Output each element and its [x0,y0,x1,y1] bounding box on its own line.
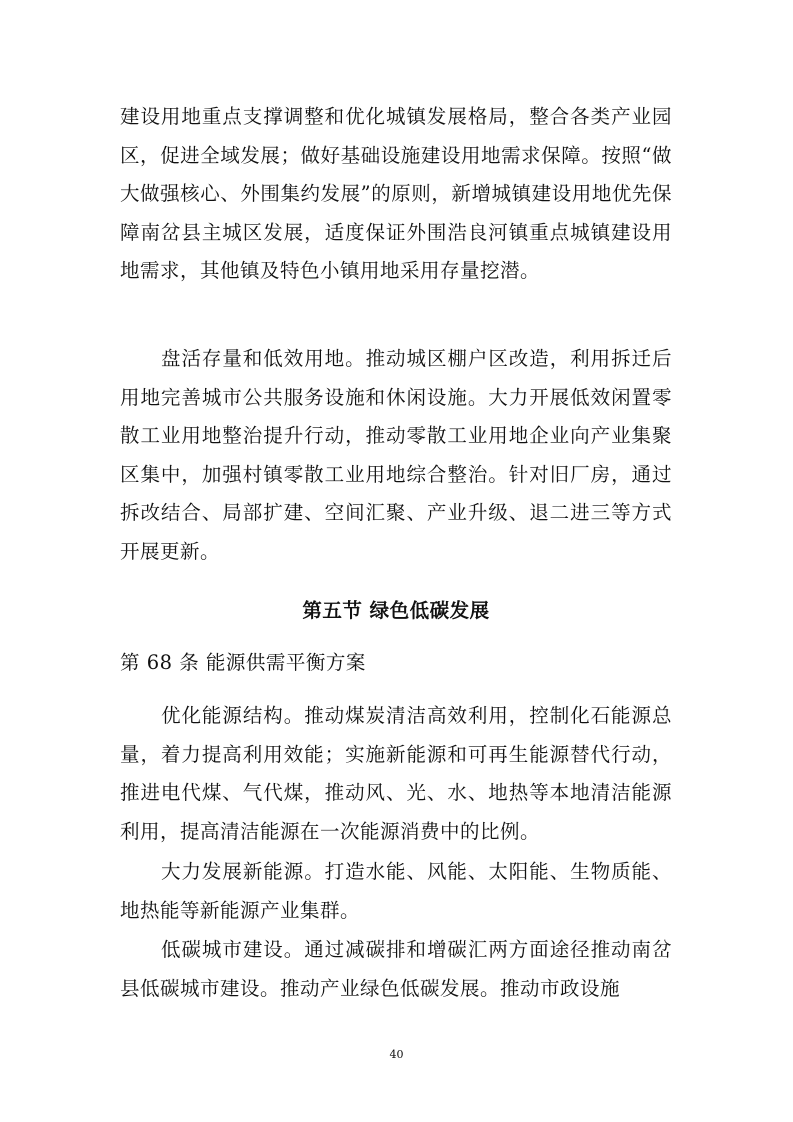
article-heading: 第 68 条 能源供需平衡方案 [120,651,366,674]
section-heading: 第五节 绿色低碳发展 [302,599,490,622]
paragraph-lead: 盘活存量和低效用地。 [161,347,366,370]
paragraph-lead: 大力发展新能源。 [161,860,325,883]
paragraph-text: 打造水能、风能、太阳能、生物质能、地热能等新能源产业集群。 [120,860,672,922]
paragraph-text: 通过减碳排和增碳汇两方面途径推动南岔县低碳城市建设。推动产业绿色低碳发展。推动市政设施 [120,938,672,1000]
paragraph-land-support [120,98,672,291]
paragraph-text: 推动煤炭清洁高效利用，控制化石能源总量，着力提高利用效能；实施新能源和可再生能源替代行动，推进电代煤、气代煤，推动风、光、水、地热等本地清洁能源利用，提高清洁能源在一次能源消费中的比例。 [120,704,672,843]
paragraph-text: 建设用地重点支撑调整和优化城镇发展格局，整合各类产业园区，促进全域发展；做好基础设施建设用地需求保障。按照“做大做强核心、外围集约发展”的原则，新增城镇建设用地优先保障南岔县主城区发展，适度保证外围浩良河镇重点城镇建设用地需求，其他镇及特色小镇用地采用存量挖潜。 [120,105,672,283]
paragraph-revitalize-land [120,340,672,572]
paragraph-text: 推动城区棚户区改造，利用拆迁后用地完善城市公共服务设施和休闲设施。大力开展低效闲置零散工业用地整治提升行动，推动零散工业用地企业向产业集聚区集中，加强村镇零散工业用地综合整治。针对旧厂房，通过拆改结合、局部扩建、空间汇聚、产业升级、退二进三等方式开展更新。 [120,347,672,563]
paragraph-energy-structure [120,697,672,851]
paragraph-low-carbon-city [120,931,672,1008]
paragraph-new-energy [120,853,672,930]
page-number: 40 [389,1048,404,1061]
paragraph-lead: 低碳城市建设。 [161,938,305,961]
paragraph-lead: 优化能源结构。 [161,704,305,727]
